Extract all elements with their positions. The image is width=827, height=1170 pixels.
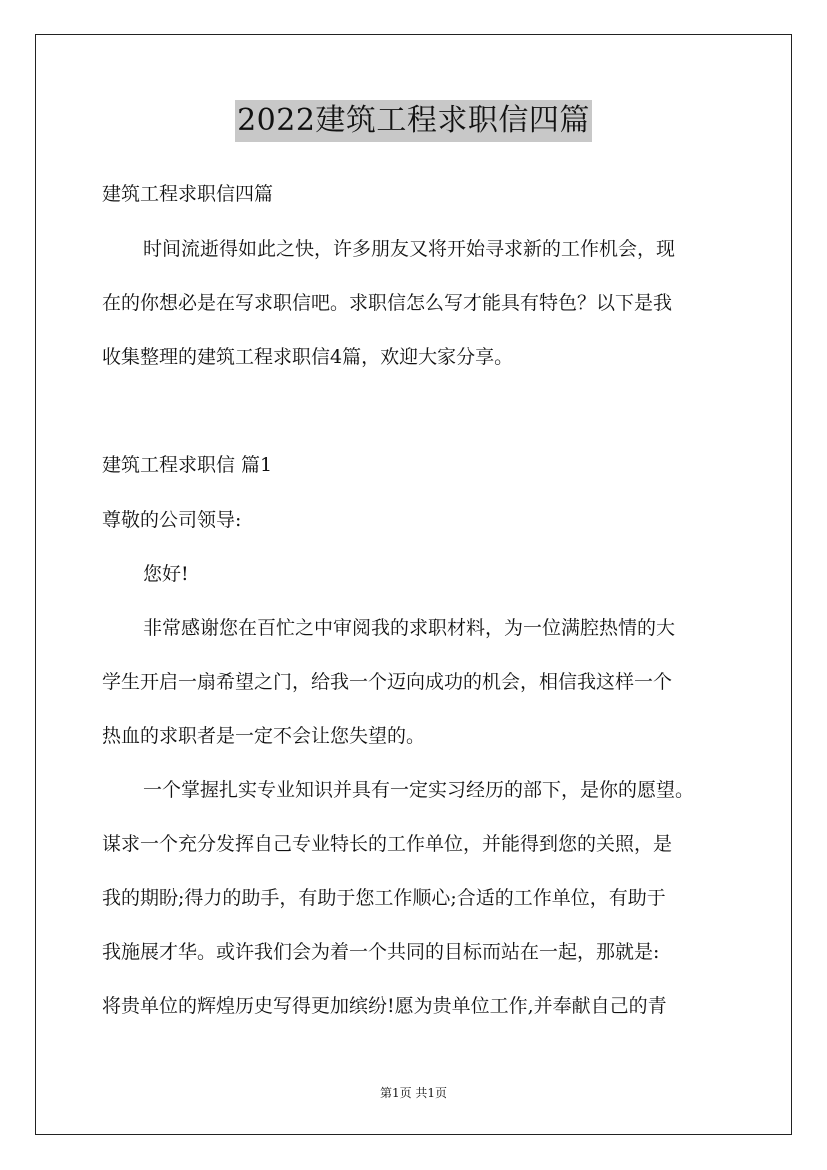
section-heading: 建筑工程求职信 篇1 bbox=[102, 454, 273, 476]
paragraph-2-line-4: 我施展才华。或许我们会为着一个共同的目标而站在一起，那就是: bbox=[102, 941, 660, 963]
intro-line-2: 在的你想必是在写求职信吧。求职信怎么写才能具有特色？以下是我 bbox=[102, 292, 673, 314]
intro-line-3: 收集整理的建筑工程求职信4篇，欢迎大家分享。 bbox=[102, 346, 514, 368]
intro-line-1: 时间流逝得如此之快，许多朋友又将开始寻求新的工作机会，现 bbox=[143, 238, 676, 260]
document-title: 2022建筑工程求职信四篇 bbox=[235, 100, 592, 142]
document-subtitle: 建筑工程求职信四篇 bbox=[102, 183, 274, 205]
paragraph-2-line-3: 我的期盼;得力的助手，有助于您工作顺心;合适的工作单位，有助于 bbox=[102, 887, 666, 909]
page-number-footer: 第1页 共1页 bbox=[379, 1086, 448, 1100]
paragraph-1-line-1: 非常感谢您在百忙之中审阅我的求职材料，为一位满腔热情的大 bbox=[143, 617, 676, 639]
greeting: 您好! bbox=[143, 563, 189, 585]
title-container bbox=[0, 100, 827, 142]
paragraph-1-line-2: 学生开启一扇希望之门，给我一个迈向成功的机会，相信我这样一个 bbox=[102, 671, 673, 693]
paragraph-2-line-2: 谋求一个充分发挥自己专业特长的工作单位，并能得到您的关照，是 bbox=[102, 833, 673, 855]
paragraph-2-line-5: 将贵单位的辉煌历史写得更加缤纷!愿为贵单位工作,并奉献自己的青 bbox=[102, 995, 667, 1017]
paragraph-1-line-3: 热血的求职者是一定不会让您失望的。 bbox=[102, 725, 426, 747]
salutation: 尊敬的公司领导: bbox=[102, 509, 242, 531]
paragraph-2-line-1: 一个掌握扎实专业知识并具有一定实习经历的部下，是你的愿望。 bbox=[143, 779, 695, 801]
